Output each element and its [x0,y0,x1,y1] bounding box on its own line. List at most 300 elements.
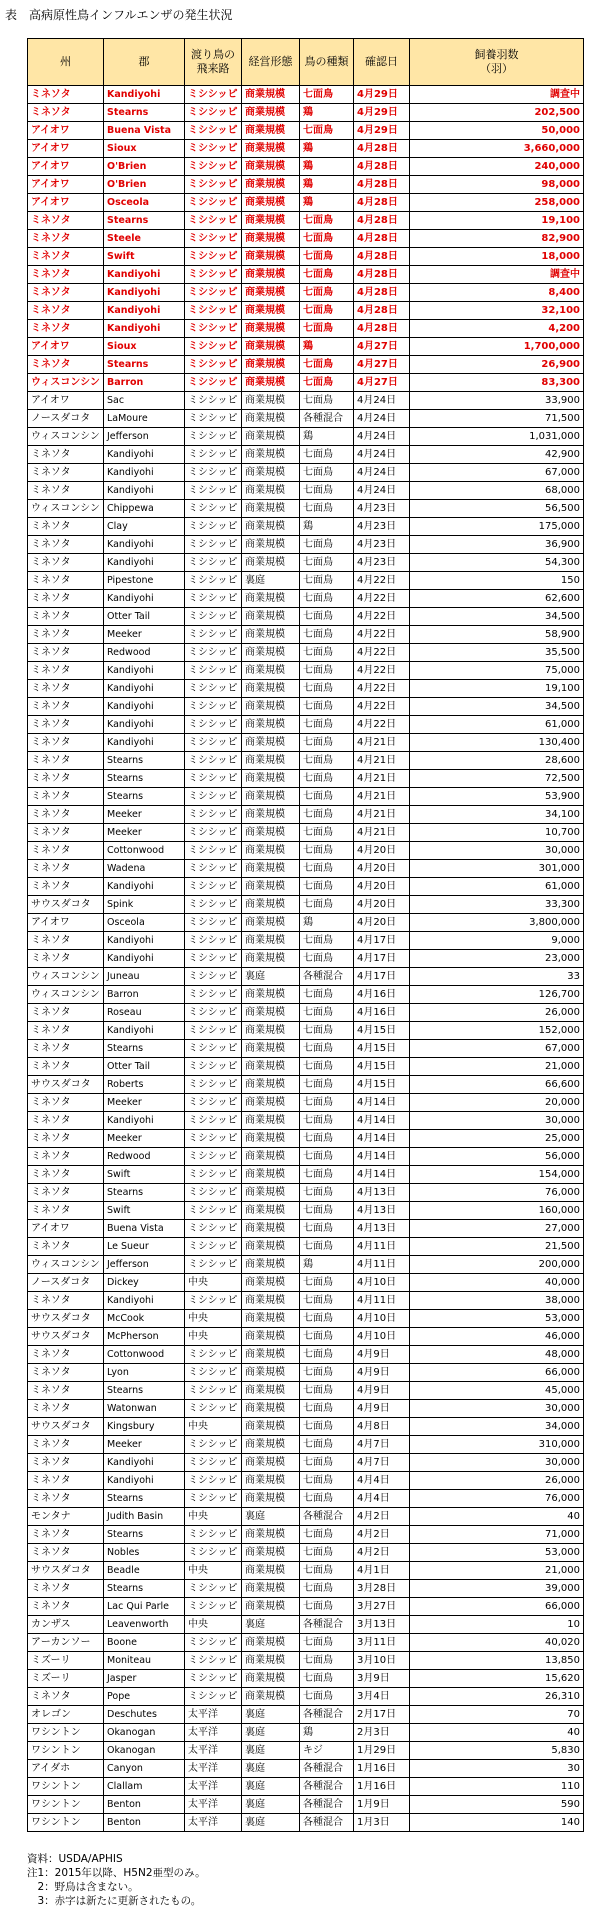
cell-state: ミネソタ [28,1202,104,1220]
cell-bird-type: 各種混合 [300,1508,354,1526]
cell-bird-type: 七面鳥 [300,842,354,860]
cell-bird-type: 七面鳥 [300,986,354,1004]
cell-flock-size: 18,000 [410,248,584,266]
cell-flyway: ミシシッピ [185,806,242,824]
cell-flock-size: 202,500 [410,104,584,122]
cell-confirmed-date: 1月3日 [354,1814,410,1832]
cell-flyway: 中央 [185,1418,242,1436]
cell-county: Chippewa [104,500,185,518]
cell-operation-type: 商業規模 [242,356,300,374]
cell-operation-type: 商業規模 [242,1652,300,1670]
cell-operation-type: 商業規模 [242,266,300,284]
cell-flock-size: 48,000 [410,1346,584,1364]
cell-state: ミネソタ [28,1130,104,1148]
cell-state: ノースダコタ [28,1274,104,1292]
cell-confirmed-date: 4月10日 [354,1310,410,1328]
cell-flock-size: 38,000 [410,1292,584,1310]
cell-flyway: ミシシッピ [185,1544,242,1562]
cell-confirmed-date: 4月1日 [354,1562,410,1580]
table-row [28,1058,584,1076]
cell-operation-type: 裏庭 [242,1796,300,1814]
table-row [28,1562,584,1580]
cell-state: サウスダコタ [28,1328,104,1346]
table-row [28,554,584,572]
cell-bird-type: 七面鳥 [300,1220,354,1238]
cell-bird-type: 鶏 [300,428,354,446]
cell-flock-size: 26,000 [410,1004,584,1022]
source-note: 資料：USDA/APHIS [27,1853,123,1865]
cell-flock-size: 3,660,000 [410,140,584,158]
cell-state: ミネソタ [28,716,104,734]
table-row [28,1238,584,1256]
cell-county: Jasper [104,1670,185,1688]
cell-state: アイダホ [28,1760,104,1778]
cell-confirmed-date: 4月9日 [354,1364,410,1382]
cell-operation-type: 商業規模 [242,86,300,104]
cell-flock-size: 130,400 [410,734,584,752]
table-row [28,626,584,644]
cell-flyway: ミシシッピ [185,1670,242,1688]
cell-bird-type: 七面鳥 [300,1526,354,1544]
table-row [28,572,584,590]
cell-flock-size: 調査中 [410,266,584,284]
cell-state: ミネソタ [28,1580,104,1598]
cell-state: ミネソタ [28,1184,104,1202]
cell-county: Stearns [104,212,185,230]
cell-operation-type: 商業規模 [242,1238,300,1256]
cell-county: Stearns [104,770,185,788]
table-row [28,806,584,824]
cell-state: アイオワ [28,122,104,140]
cell-bird-type: 七面鳥 [300,878,354,896]
cell-county: Stearns [104,752,185,770]
cell-flyway: ミシシッピ [185,1364,242,1382]
cell-state: ミネソタ [28,878,104,896]
cell-bird-type: 七面鳥 [300,644,354,662]
cell-operation-type: 商業規模 [242,878,300,896]
table-row [28,1040,584,1058]
cell-flyway: ミシシッピ [185,1490,242,1508]
cell-flock-size: 61,000 [410,716,584,734]
cell-operation-type: 商業規模 [242,1184,300,1202]
cell-operation-type: 裏庭 [242,1508,300,1526]
cell-county: Roberts [104,1076,185,1094]
cell-flock-size: 154,000 [410,1166,584,1184]
cell-flyway: ミシシッピ [185,338,242,356]
cell-confirmed-date: 4月20日 [354,842,410,860]
cell-bird-type: 七面鳥 [300,1670,354,1688]
cell-state: ミネソタ [28,1490,104,1508]
cell-county: Dickey [104,1274,185,1292]
note-1: 注1：2015年以降、H5N2亜型のみ。 [27,1867,206,1879]
table-row [28,230,584,248]
cell-confirmed-date: 4月28日 [354,158,410,176]
cell-bird-type: 各種混合 [300,1814,354,1832]
cell-bird-type: 七面鳥 [300,212,354,230]
table-row [28,1472,584,1490]
cell-county: Stearns [104,1490,185,1508]
cell-bird-type: 七面鳥 [300,860,354,878]
table-row [28,968,584,986]
cell-operation-type: 裏庭 [242,1760,300,1778]
cell-flock-size: 30,000 [410,1112,584,1130]
cell-operation-type: 商業規模 [242,1256,300,1274]
cell-bird-type: 七面鳥 [300,1004,354,1022]
table-row [28,1796,584,1814]
cell-flock-size: 34,100 [410,806,584,824]
cell-flock-size: 258,000 [410,194,584,212]
cell-flock-size: 82,900 [410,230,584,248]
cell-operation-type: 商業規模 [242,1454,300,1472]
cell-bird-type: 七面鳥 [300,680,354,698]
cell-flock-size: 調査中 [410,86,584,104]
cell-operation-type: 商業規模 [242,1274,300,1292]
cell-state: ミネソタ [28,1292,104,1310]
cell-confirmed-date: 4月23日 [354,518,410,536]
cell-bird-type: 各種混合 [300,1616,354,1634]
cell-state: ワシントン [28,1778,104,1796]
cell-bird-type: 鶏 [300,1256,354,1274]
cell-flock-size: 58,900 [410,626,584,644]
cell-county: Kandiyohi [104,1292,185,1310]
cell-state: ミネソタ [28,950,104,968]
cell-bird-type: 七面鳥 [300,896,354,914]
cell-bird-type: 各種混合 [300,1778,354,1796]
cell-state: ミネソタ [28,698,104,716]
cell-operation-type: 商業規模 [242,122,300,140]
cell-operation-type: 商業規模 [242,590,300,608]
cell-operation-type: 商業規模 [242,320,300,338]
cell-flyway: ミシシッピ [185,122,242,140]
cell-state: ミネソタ [28,464,104,482]
cell-flyway: ミシシッピ [185,1202,242,1220]
cell-bird-type: 七面鳥 [300,536,354,554]
cell-flyway: ミシシッピ [185,1292,242,1310]
cell-flyway: ミシシッピ [185,1472,242,1490]
cell-operation-type: 商業規模 [242,1418,300,1436]
note-3: 3：赤字は新たに更新されたもの。 [27,1895,202,1907]
cell-state: ミネソタ [28,1382,104,1400]
cell-bird-type: 七面鳥 [300,1688,354,1706]
cell-county: Kandiyohi [104,536,185,554]
cell-operation-type: 商業規模 [242,1490,300,1508]
cell-bird-type: 七面鳥 [300,590,354,608]
cell-flock-size: 310,000 [410,1436,584,1454]
cell-county: Kandiyohi [104,878,185,896]
cell-flyway: ミシシッピ [185,1040,242,1058]
cell-flock-size: 66,000 [410,1364,584,1382]
cell-bird-type: 七面鳥 [300,1544,354,1562]
cell-state: ミネソタ [28,590,104,608]
cell-state: ミネソタ [28,1346,104,1364]
cell-state: ミネソタ [28,86,104,104]
cell-county: Beadle [104,1562,185,1580]
cell-confirmed-date: 4月23日 [354,536,410,554]
cell-operation-type: 裏庭 [242,1616,300,1634]
cell-flock-size: 33 [410,968,584,986]
cell-confirmed-date: 4月2日 [354,1508,410,1526]
cell-bird-type: 七面鳥 [300,1148,354,1166]
cell-operation-type: 商業規模 [242,554,300,572]
cell-flock-size: 21,500 [410,1238,584,1256]
cell-bird-type: 七面鳥 [300,1562,354,1580]
cell-flock-size: 53,000 [410,1544,584,1562]
cell-flock-size: 15,620 [410,1670,584,1688]
table-row [28,266,584,284]
table-row [28,680,584,698]
cell-flock-size: 1,031,000 [410,428,584,446]
cell-state: ミネソタ [28,212,104,230]
cell-county: Redwood [104,1148,185,1166]
table-row [28,1256,584,1274]
cell-operation-type: 商業規模 [242,788,300,806]
cell-flock-size: 46,000 [410,1328,584,1346]
cell-county: Kandiyohi [104,284,185,302]
table-row [28,338,584,356]
cell-bird-type: 七面鳥 [300,1058,354,1076]
cell-confirmed-date: 4月21日 [354,752,410,770]
cell-county: Kandiyohi [104,734,185,752]
cell-flock-size: 10,700 [410,824,584,842]
cell-flock-size: 13,850 [410,1652,584,1670]
cell-operation-type: 商業規模 [242,1130,300,1148]
table-row [28,140,584,158]
note-2: 2：野鳥は含まない。 [27,1881,139,1893]
cell-county: Meeker [104,626,185,644]
cell-state: ミズーリ [28,1670,104,1688]
cell-bird-type: 七面鳥 [300,716,354,734]
cell-confirmed-date: 4月17日 [354,968,410,986]
cell-county: Sac [104,392,185,410]
cell-flyway: ミシシッピ [185,392,242,410]
cell-flyway: ミシシッピ [185,608,242,626]
cell-state: ワシントン [28,1742,104,1760]
cell-bird-type: 七面鳥 [300,932,354,950]
cell-county: Stearns [104,104,185,122]
cell-bird-type: 七面鳥 [300,1454,354,1472]
table-row [28,1166,584,1184]
cell-flyway: ミシシッピ [185,572,242,590]
cell-confirmed-date: 4月9日 [354,1346,410,1364]
cell-bird-type: 七面鳥 [300,1346,354,1364]
cell-confirmed-date: 4月22日 [354,698,410,716]
table-row [28,698,584,716]
cell-confirmed-date: 4月28日 [354,140,410,158]
cell-county: Sioux [104,140,185,158]
cell-county: Sioux [104,338,185,356]
cell-confirmed-date: 4月14日 [354,1148,410,1166]
cell-county: Swift [104,1202,185,1220]
cell-state: ミネソタ [28,302,104,320]
cell-flyway: ミシシッピ [185,1184,242,1202]
cell-confirmed-date: 4月13日 [354,1184,410,1202]
cell-operation-type: 商業規模 [242,104,300,122]
cell-bird-type: 七面鳥 [300,1202,354,1220]
cell-flyway: ミシシッピ [185,1022,242,1040]
cell-flyway: ミシシッピ [185,1004,242,1022]
header-state: 州 [28,39,104,86]
cell-flock-size: 4,200 [410,320,584,338]
cell-state: ミネソタ [28,1688,104,1706]
table-row [28,1580,584,1598]
cell-confirmed-date: 4月2日 [354,1544,410,1562]
cell-county: Buena Vista [104,122,185,140]
cell-flyway: 中央 [185,1508,242,1526]
cell-bird-type: 七面鳥 [300,1328,354,1346]
outbreak-table [27,38,584,1832]
cell-flock-size: 150 [410,572,584,590]
cell-flock-size: 140 [410,1814,584,1832]
table-row [28,716,584,734]
cell-confirmed-date: 4月22日 [354,680,410,698]
cell-state: アーカンソー [28,1634,104,1652]
cell-flock-size: 160,000 [410,1202,584,1220]
cell-county: Jefferson [104,1256,185,1274]
table-row [28,878,584,896]
cell-state: ミネソタ [28,446,104,464]
cell-confirmed-date: 3月28日 [354,1580,410,1598]
cell-flyway: ミシシッピ [185,1220,242,1238]
cell-flyway: ミシシッピ [185,950,242,968]
cell-flyway: ミシシッピ [185,1112,242,1130]
cell-bird-type: 七面鳥 [300,1076,354,1094]
cell-state: アイオワ [28,140,104,158]
cell-operation-type: 商業規模 [242,680,300,698]
cell-operation-type: 裏庭 [242,1814,300,1832]
cell-confirmed-date: 4月23日 [354,500,410,518]
cell-county: Kandiyohi [104,932,185,950]
table-row [28,1310,584,1328]
cell-county: Kandiyohi [104,590,185,608]
cell-bird-type: 各種混合 [300,1760,354,1778]
cell-state: ウィスコンシン [28,986,104,1004]
cell-county: Barron [104,986,185,1004]
cell-bird-type: 七面鳥 [300,1382,354,1400]
cell-confirmed-date: 3月10日 [354,1652,410,1670]
cell-state: ミネソタ [28,932,104,950]
cell-state: ミネソタ [28,320,104,338]
table-row [28,1364,584,1382]
cell-confirmed-date: 4月24日 [354,464,410,482]
cell-state: オレゴン [28,1706,104,1724]
cell-bird-type: 七面鳥 [300,1580,354,1598]
cell-bird-type: 七面鳥 [300,950,354,968]
cell-county: Cottonwood [104,842,185,860]
cell-bird-type: 七面鳥 [300,356,354,374]
cell-flock-size: 67,000 [410,464,584,482]
table-row [28,1076,584,1094]
cell-county: Deschutes [104,1706,185,1724]
cell-bird-type: 鶏 [300,518,354,536]
cell-state: ミネソタ [28,1544,104,1562]
cell-flyway: ミシシッピ [185,1238,242,1256]
cell-flyway: ミシシッピ [185,590,242,608]
cell-flock-size: 40 [410,1724,584,1742]
cell-flyway: ミシシッピ [185,1166,242,1184]
cell-flock-size: 27,000 [410,1220,584,1238]
cell-confirmed-date: 4月20日 [354,878,410,896]
table-row [28,842,584,860]
cell-flock-size: 83,300 [410,374,584,392]
table-row [28,1022,584,1040]
cell-flyway: ミシシッピ [185,1598,242,1616]
cell-bird-type: 七面鳥 [300,320,354,338]
table-row [28,896,584,914]
cell-flyway: ミシシッピ [185,176,242,194]
cell-county: Stearns [104,1040,185,1058]
cell-flock-size: 19,100 [410,680,584,698]
cell-confirmed-date: 4月4日 [354,1490,410,1508]
cell-bird-type: 七面鳥 [300,446,354,464]
cell-flock-size: 62,600 [410,590,584,608]
cell-bird-type: 七面鳥 [300,1472,354,1490]
cell-state: ウィスコンシン [28,968,104,986]
cell-confirmed-date: 4月15日 [354,1058,410,1076]
cell-confirmed-date: 2月17日 [354,1706,410,1724]
cell-state: ミネソタ [28,608,104,626]
cell-flyway: ミシシッピ [185,1400,242,1418]
cell-flyway: ミシシッピ [185,482,242,500]
cell-county: Kandiyohi [104,302,185,320]
cell-state: アイオワ [28,914,104,932]
cell-confirmed-date: 4月14日 [354,1166,410,1184]
cell-confirmed-date: 4月10日 [354,1274,410,1292]
cell-operation-type: 商業規模 [242,1220,300,1238]
cell-county: Steele [104,230,185,248]
cell-county: Roseau [104,1004,185,1022]
cell-flyway: ミシシッピ [185,752,242,770]
cell-operation-type: 商業規模 [242,338,300,356]
cell-county: Okanogan [104,1742,185,1760]
header-row [28,39,584,86]
table-title: 表 高病原性鳥インフルエンザの発生状況 [5,8,233,22]
cell-flock-size: 30,000 [410,842,584,860]
cell-confirmed-date: 4月14日 [354,1094,410,1112]
cell-flock-size: 175,000 [410,518,584,536]
cell-county: Kandiyohi [104,266,185,284]
cell-operation-type: 裏庭 [242,572,300,590]
cell-operation-type: 商業規模 [242,194,300,212]
table-row [28,1274,584,1292]
cell-flock-size: 45,000 [410,1382,584,1400]
cell-state: サウスダコタ [28,1418,104,1436]
cell-confirmed-date: 3月27日 [354,1598,410,1616]
cell-county: Stearns [104,1580,185,1598]
table-row [28,1706,584,1724]
cell-county: Juneau [104,968,185,986]
cell-flock-size: 8,400 [410,284,584,302]
cell-state: ミネソタ [28,1364,104,1382]
cell-county: Otter Tail [104,1058,185,1076]
cell-operation-type: 商業規模 [242,644,300,662]
cell-state: ミネソタ [28,644,104,662]
cell-county: Meeker [104,806,185,824]
cell-flyway: ミシシッピ [185,1580,242,1598]
cell-state: サウスダコタ [28,1310,104,1328]
cell-bird-type: 七面鳥 [300,374,354,392]
cell-operation-type: 商業規模 [242,1022,300,1040]
cell-flock-size: 21,000 [410,1058,584,1076]
cell-confirmed-date: 4月11日 [354,1238,410,1256]
cell-bird-type: 鶏 [300,338,354,356]
cell-state: ミネソタ [28,1238,104,1256]
cell-bird-type: 七面鳥 [300,248,354,266]
cell-flyway: ミシシッピ [185,464,242,482]
cell-county: Kandiyohi [104,662,185,680]
cell-bird-type: 七面鳥 [300,1184,354,1202]
cell-county: Kandiyohi [104,86,185,104]
table-row [28,1202,584,1220]
